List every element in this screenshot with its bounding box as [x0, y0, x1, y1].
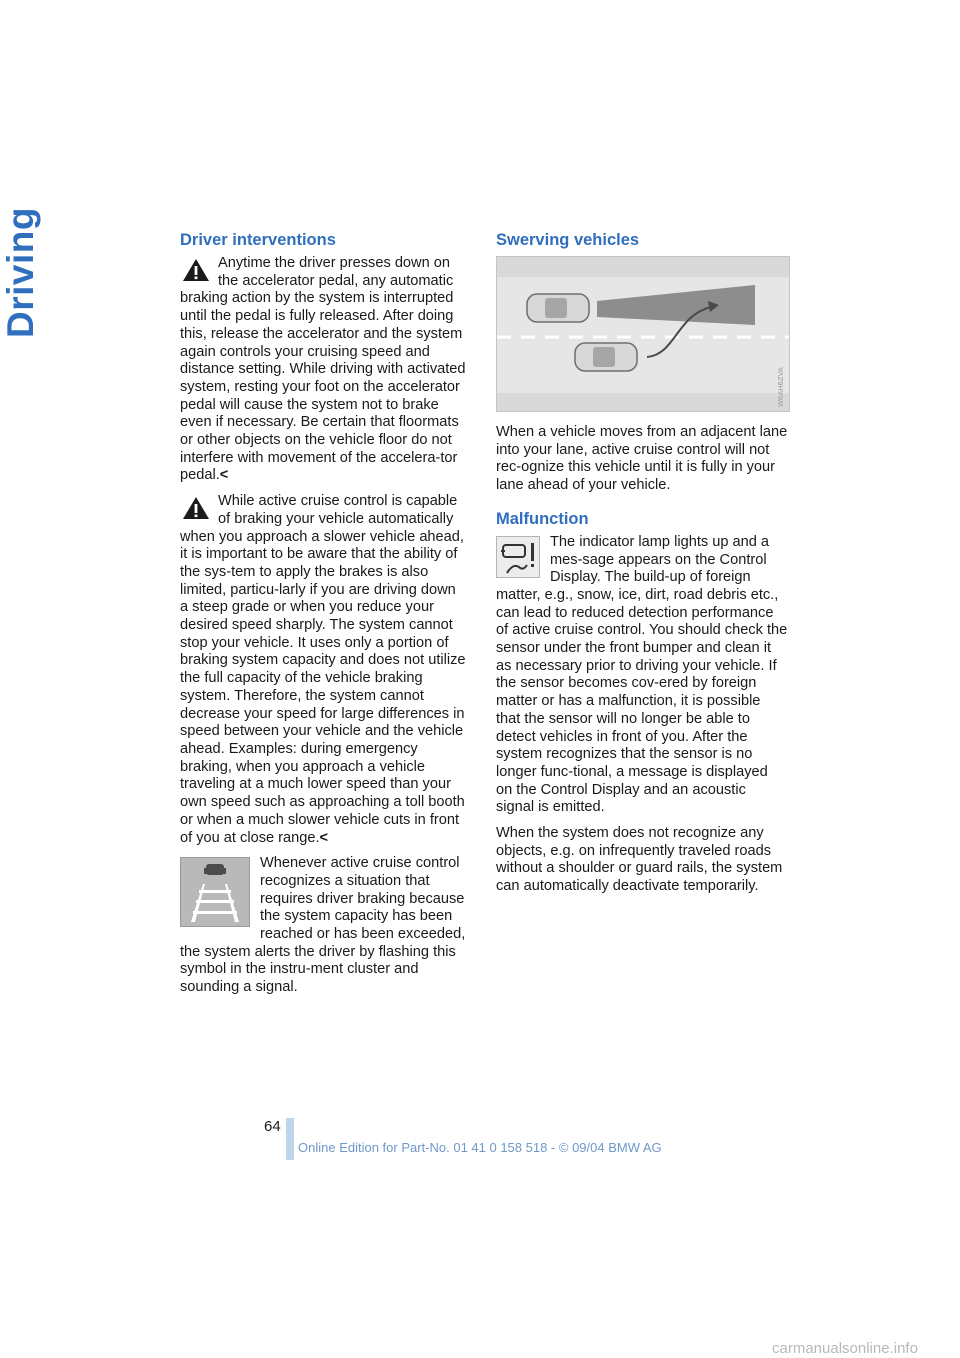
diagram-code: W6AH6ZVA — [777, 367, 785, 407]
warning-text-1: Anytime the driver presses down on the accelerator pedal, any automatic braking action by the system is interrupted until the pedal is fully released. After doing this, release the accelerator and the system again controls your cruising speed and distance setting. While driving with activated system, resting your foot on the accelerator pedal will cause the system not to brake even if necessary. Be certain that floormats or other objects on the vehicle floor do not interfere with movement of the accelera-tor pedal. — [180, 255, 466, 484]
warning-block-1 — [180, 255, 467, 485]
host-car — [527, 294, 589, 322]
alert-text: Whenever active cruise control recognizes a situation that requires driver braking because the system capacity has been reached or has been exceeded, the system alerts the driver by flashing this symbol in the instru-ment cluster and sounding a signal. — [180, 855, 466, 996]
deactivate-text: When the system does not recognize any objects, e.g. on infrequently traveled roads without a shoulder or guard rails, the system can automatically deactivate temporarily. — [496, 825, 783, 895]
malfunction-heading: Malfunction — [496, 509, 589, 528]
footer-bar — [286, 1118, 294, 1160]
page-number: 64 — [264, 1118, 281, 1135]
malfunction-text: The indicator lamp lights up and a mes-sage appears on the Control Display. The build-up of foreign matter, e.g., snow, ice, dirt, road debris etc., can lead to reduced detection performance of active cruise control. You should check the sensor under the front bumper and clean it as necessary prior to driving your vehicle. If the sensor becomes cov-ered by foreign matter or has a malfunction, it is possible that the sensor will no longer be able to detect vehicles in front of you. After the system recognizes that the sensor is no longer func-tional, a message is displayed on the Control Display and an acoustic signal is emitted. — [496, 533, 788, 816]
left-column — [180, 230, 467, 1003]
watermark: carmanualsonline.info — [772, 1340, 918, 1357]
alert-block — [180, 855, 467, 997]
driver-interventions-heading: Driver interventions — [180, 231, 336, 249]
brake-alert-icon — [180, 857, 250, 927]
swerving-vehicles-heading: Swerving vehicles — [496, 231, 640, 249]
warning-icon — [182, 496, 210, 520]
section-tab-label: Driving — [0, 207, 41, 338]
end-mark: < — [319, 829, 329, 846]
swerving-diagram — [496, 256, 790, 412]
end-mark: < — [219, 467, 229, 484]
sensor-malfunction-icon — [496, 536, 540, 578]
swerving-car — [575, 343, 637, 371]
edition-text: Online Edition for Part-No. 01 41 0 158 518 - © 09/04 BMW AG — [298, 1140, 662, 1155]
warning-text-2: While active cruise control is capable of braking your vehicle automatically when you approach a slower vehicle ahead, it is important to be aware that the ability of the sys-tem to apply the brakes is also limited, particu-larly if you are driving down a steep grade or when you reduce your desired speed sharply. The system cannot stop your vehicle. It uses only a portion of braking system capacity and does not utilize the full capacity of the vehicle braking system. Therefore, the system cannot decrease your speed for large differences in speed between your vehicle and the vehicle ahead. Examples: during emergency braking, when you approach a vehicle traveling at a much lower speed than your own speed such as approaching a toll booth or when a much slower vehicle cuts in front of you at close range. — [180, 493, 466, 846]
right-column — [496, 230, 788, 902]
swerve-text: When a vehicle moves from an adjacent lane into your lane, active cruise control will not rec-ognize this vehicle until it is fully in your lane ahead of your vehicle. — [496, 424, 788, 494]
warning-icon — [182, 258, 210, 282]
warning-block-2 — [180, 493, 467, 847]
malfunction-block — [496, 534, 788, 817]
